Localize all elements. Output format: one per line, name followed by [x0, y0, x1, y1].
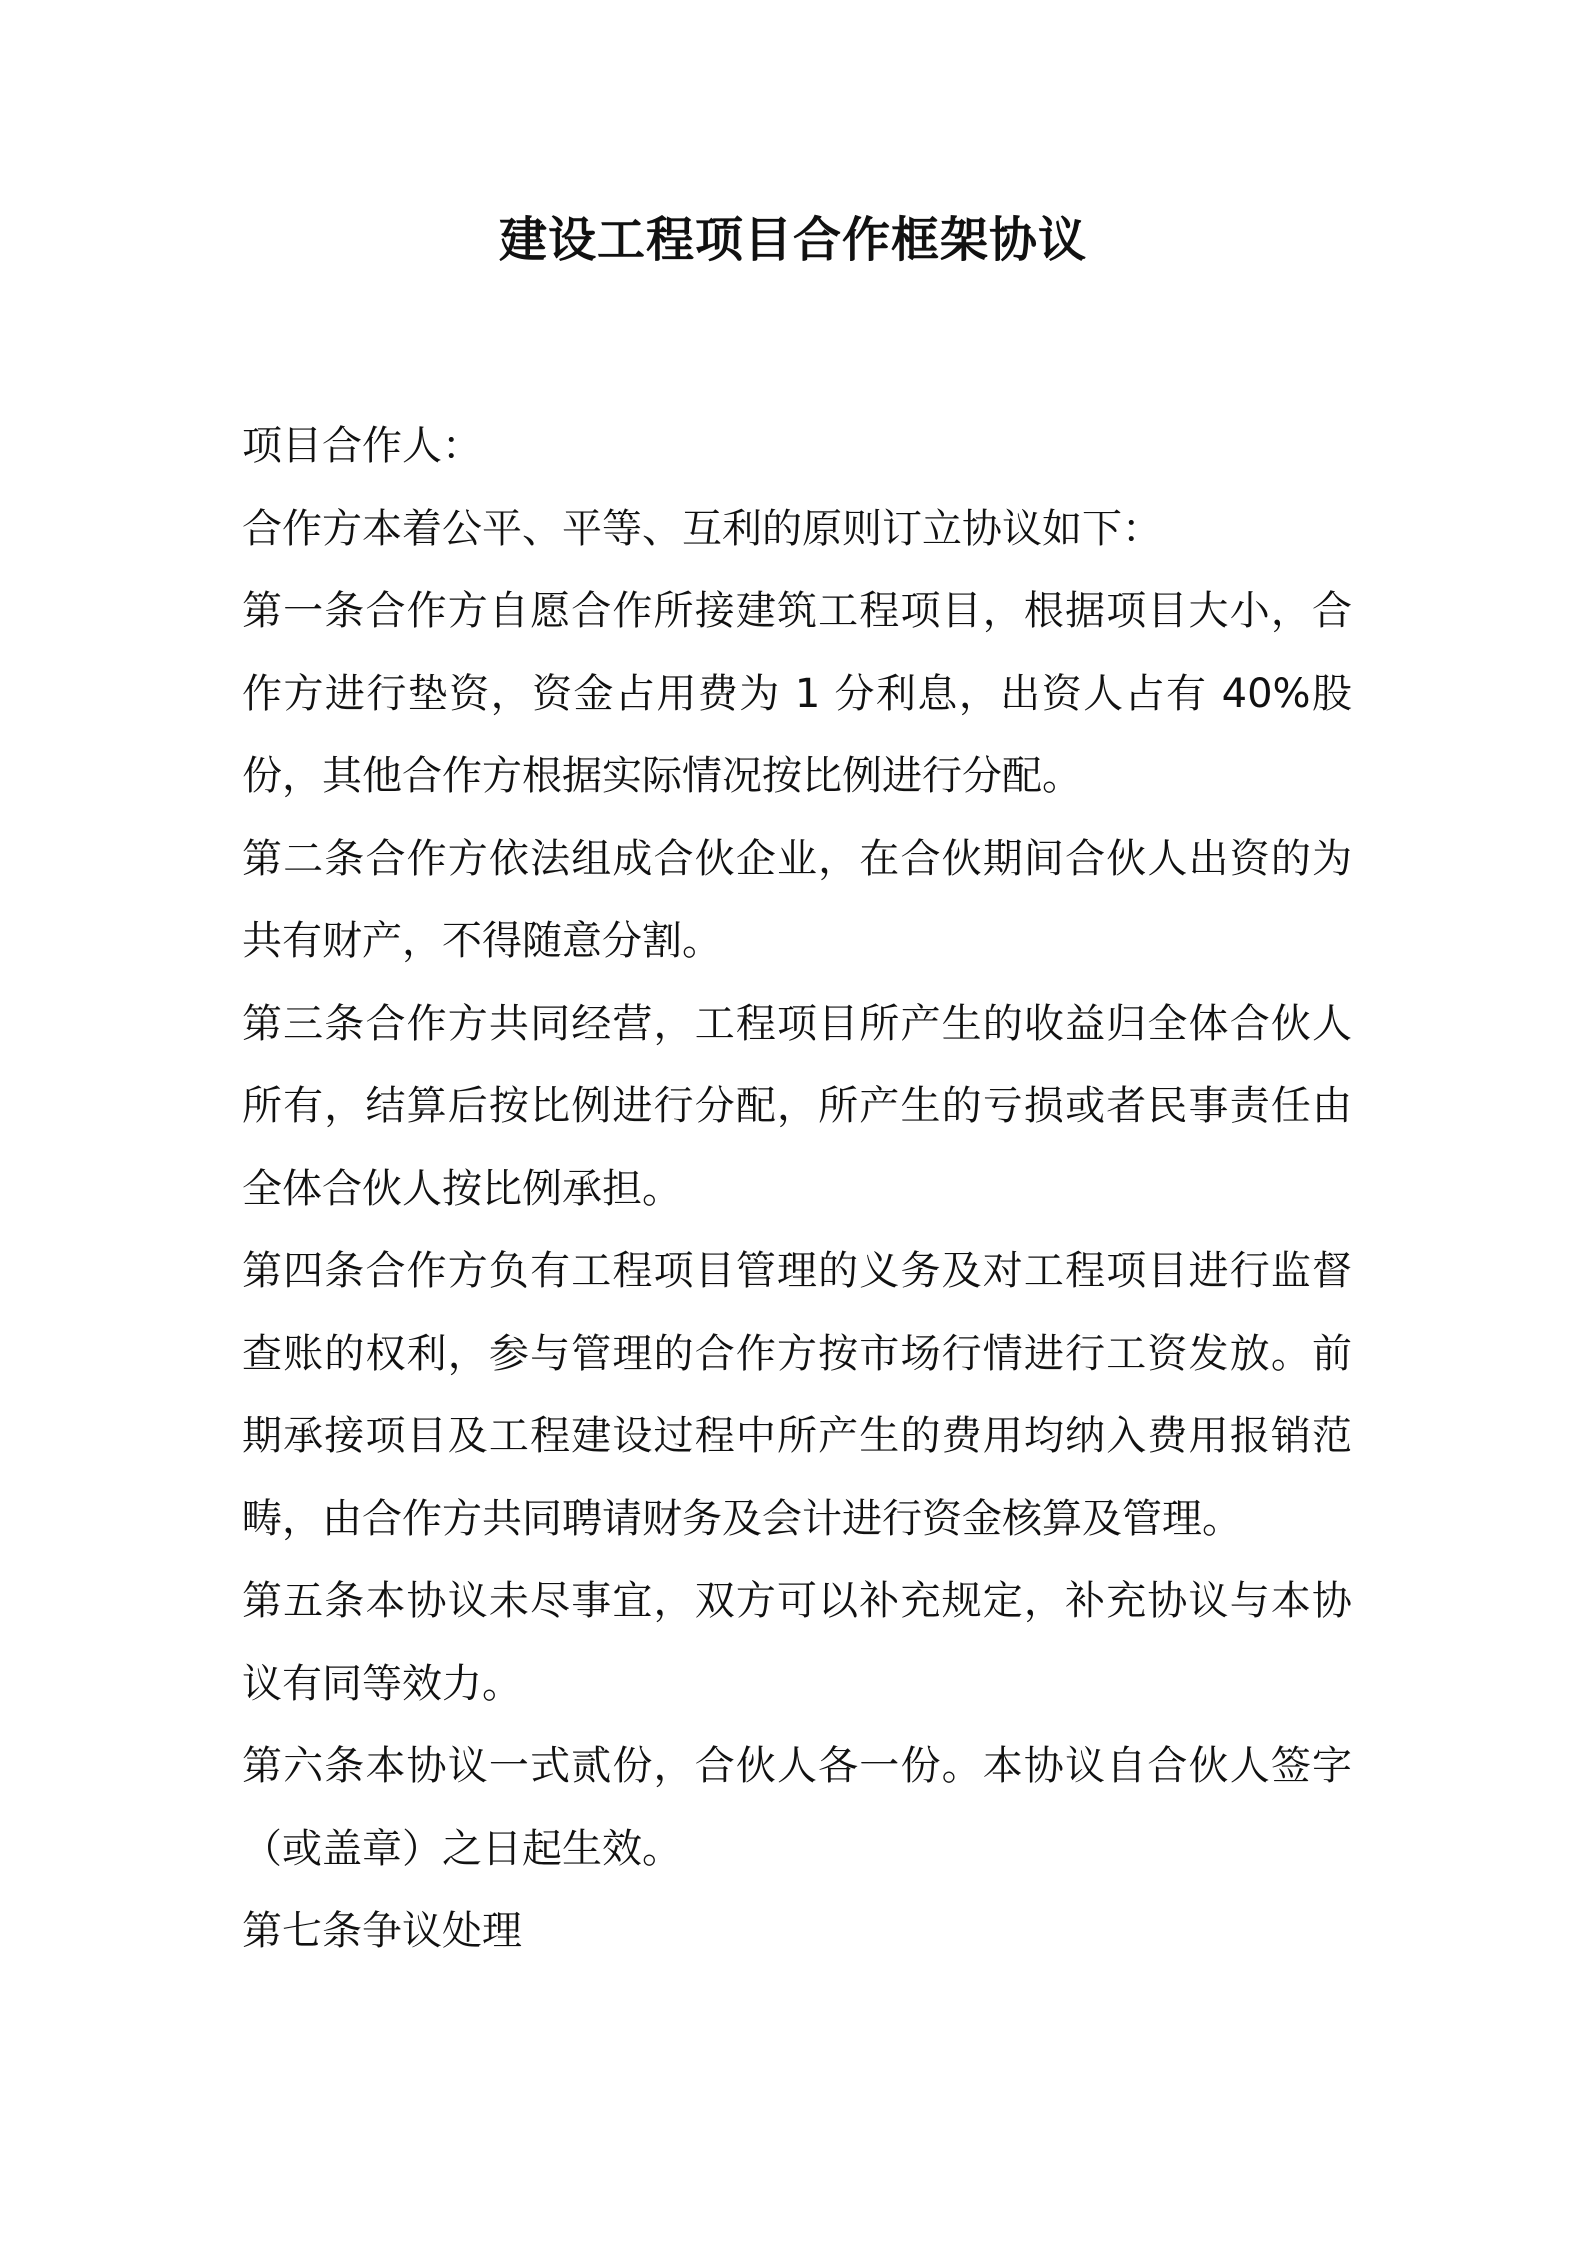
article-4: 第四条合作方负有工程项目管理的义务及对工程项目进行监督查账的权利，参与管理的合作方按市场行情进行工资发放。前期承接项目及工程建设过程中所产生的费用均纳入费用报销范畴，由合作方共同聘请财务及会计进行资金核算及管理。 — [242, 1248, 1352, 1542]
document-title: 建设工程项目合作框架协议 — [498, 212, 1087, 268]
article-5: 第五条本协议未尽事宜，双方可以补充规定，补充协议与本协议有同等效力。 — [242, 1578, 1352, 1707]
article-1: 第一条合作方自愿合作所接建筑工程项目，根据项目大小，合作方进行垫资，资金占用费为 1 分利息，出资人占有 40%股份，其他合作方根据实际情况按比例进行分配。 — [242, 588, 1352, 799]
paragraph-principles: 合作方本着公平、平等、互利的原则订立协议如下： — [242, 505, 1162, 552]
document-body — [242, 405, 1352, 1973]
article-3: 第三条合作方共同经营，工程项目所产生的收益归全体合伙人所有，结算后按比例进行分配，所产生的亏损或者民事责任由全体合伙人按比例承担。 — [242, 1000, 1352, 1212]
article-6: 第六条本协议一式贰份，合伙人各一份。本协议自合伙人签字（或盖章）之日起生效。 — [242, 1743, 1352, 1872]
paragraph-partners: 项目合作人： — [242, 423, 482, 469]
article-2: 第二条合作方依法组成合伙企业，在合伙期间合伙人出资的为共有财产，不得随意分割。 — [242, 835, 1352, 964]
article-7: 第七条争议处理 — [242, 1908, 522, 1954]
